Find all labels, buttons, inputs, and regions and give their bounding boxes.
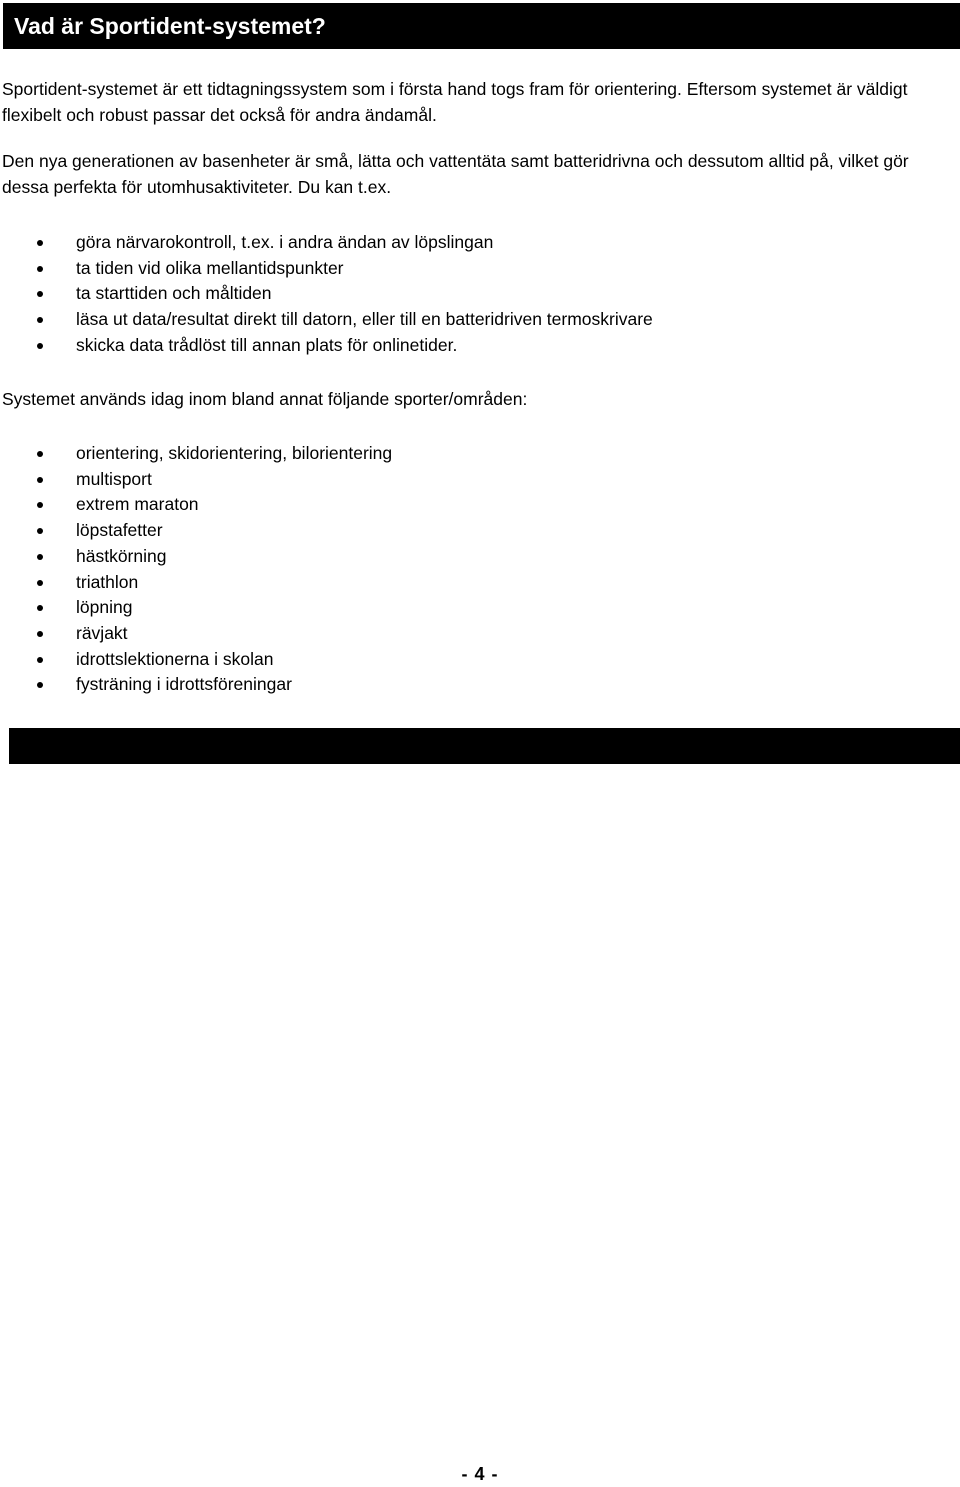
list-item-text: skicka data trådlöst till annan plats för onlinetider. [76, 334, 458, 355]
list-item [0, 647, 392, 673]
sports-intro: Systemet används idag inom bland annat följande sporter/områden: [2, 389, 528, 409]
bullet-icon [37, 631, 43, 637]
list-item [0, 621, 392, 647]
list-item-text: göra närvarokontroll, t.ex. i andra ändan av löpslingan [76, 232, 494, 252]
bullet-icon [37, 554, 43, 560]
bullet-icon [37, 502, 43, 508]
list-item [0, 595, 392, 621]
list-item [0, 307, 653, 333]
list-item [0, 492, 392, 518]
list-item [0, 333, 653, 359]
list-item [0, 467, 392, 493]
list-item [0, 518, 392, 544]
bullet-icon [37, 240, 43, 246]
bullet-icon [37, 291, 43, 297]
list-item [0, 544, 392, 570]
list-item [0, 672, 392, 698]
intro-paragraph-1: Sportident-systemet är ett tidtagningssystem som i första hand togs fram för orientering. Eftersom systemet är väldigt flexibelt och robust passar det också för andra ändamål. [2, 79, 908, 125]
page-title: Vad är Sportident-systemet? [14, 12, 326, 39]
page-number: - 4 - [461, 1464, 499, 1484]
list-item-text: ta starttiden och måltiden [76, 283, 272, 304]
bullet-icon [37, 266, 43, 272]
list-item-text: löpning [76, 597, 133, 618]
bullet-icon [37, 682, 43, 688]
sports-list [0, 441, 392, 698]
list-item [0, 570, 392, 596]
uses-list [0, 230, 653, 359]
bullet-icon [37, 580, 43, 586]
list-item [0, 230, 653, 256]
list-item-text: läsa ut data/resultat direkt till datorn, eller till en batteridriven termoskrivare [76, 309, 653, 330]
bullet-icon [37, 605, 43, 611]
list-item [0, 441, 392, 467]
list-item-text: multisport [76, 468, 152, 489]
list-item-text: orientering, skidorientering, bilorientering [76, 443, 393, 463]
bullet-icon [37, 451, 43, 457]
list-item-text: löpstafetter [76, 520, 163, 541]
list-item [0, 256, 653, 282]
list-item [0, 281, 653, 307]
list-item-text: triathlon [76, 571, 139, 592]
bullet-icon [37, 477, 43, 483]
bullet-icon [37, 657, 43, 663]
list-item-text: rävjakt [76, 622, 128, 643]
list-item-text: idrottslektionerna i skolan [76, 648, 274, 669]
intro-paragraph-2: Den nya generationen av basenheter är små, lätta och vattentäta samt batteridrivna och dessutom alltid på, vilket gör dessa perfekta för utomhusaktiviteter. Du kan t.ex. [2, 151, 909, 197]
list-item-text: ta tiden vid olika mellantidspunkter [76, 257, 344, 278]
list-item-text: extrem maraton [76, 494, 199, 515]
section-divider-bar [9, 728, 960, 764]
bullet-icon [37, 528, 43, 534]
heading-bar [3, 3, 960, 49]
list-item-text: fysträning i idrottsföreningar [76, 674, 292, 695]
bullet-icon [37, 317, 43, 323]
bullet-icon [37, 343, 43, 349]
list-item-text: hästkörning [76, 545, 167, 566]
